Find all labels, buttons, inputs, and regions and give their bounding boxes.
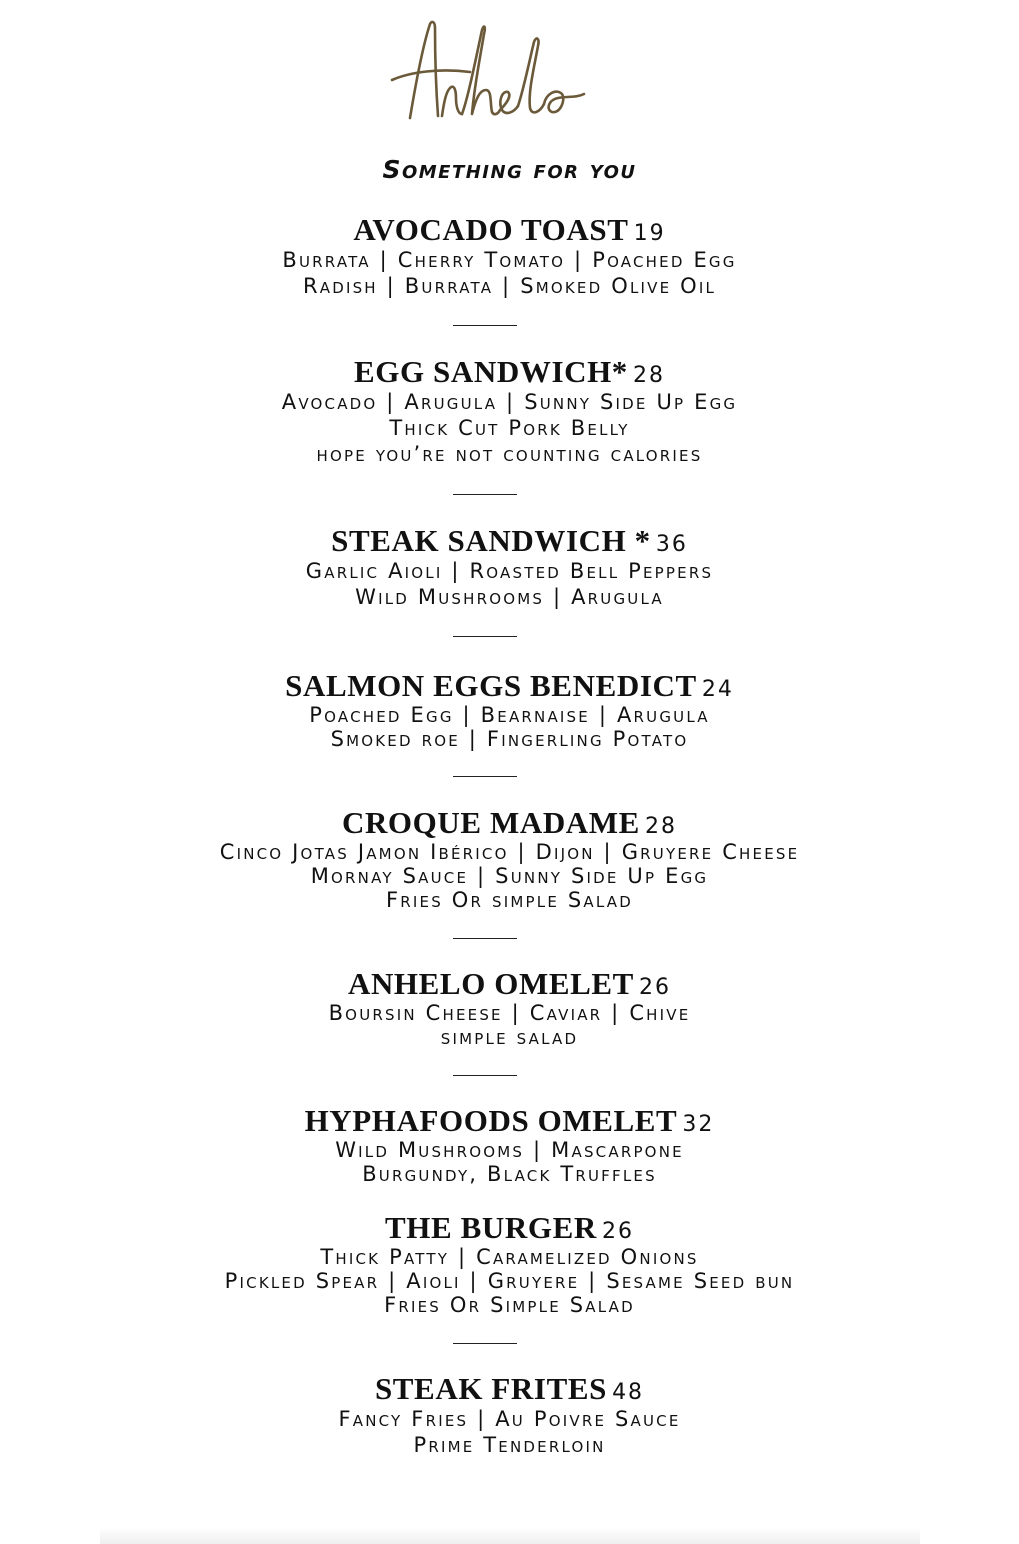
description-line: Burgundy, Black Truffles (362, 1162, 657, 1186)
section-divider (453, 636, 517, 637)
description-line: Pickled Spear | Aioli | Gruyere | Sesame Seed bun (224, 1269, 795, 1293)
section-divider (453, 1075, 517, 1076)
item-name: STEAK FRITES (374, 1371, 607, 1406)
item-description (0, 389, 1019, 467)
description-line: Boursin Cheese | Caviar | Chive (328, 1001, 691, 1025)
item-price: 48 (612, 1380, 645, 1405)
item-name: THE BURGER (385, 1210, 597, 1245)
description-line: Poached Egg | Bearnaise | Arugula (309, 703, 710, 727)
page-bottom-shadow (100, 1528, 920, 1544)
menu-item-steak-frites (0, 1372, 1019, 1458)
item-price: 19 (633, 221, 666, 246)
menu-item-the-burger (0, 1211, 1019, 1317)
menu-item-hyphafoods-omelet (0, 1104, 1019, 1186)
description-line: Fries Or Simple Salad (384, 1293, 635, 1317)
description-line: Radish | Burrata | Smoked Olive Oil (302, 274, 717, 298)
menu-item-salmon-eggs-benedict (0, 669, 1019, 751)
menu-item-steak-sandwich (0, 524, 1019, 610)
tagline: Something for you (382, 155, 637, 184)
description-line: Wild Mushrooms | Mascarpone (335, 1138, 684, 1162)
menu-item-egg-sandwich (0, 355, 1019, 467)
section-divider (453, 494, 517, 495)
item-description (0, 1406, 1019, 1458)
menu-item-anhelo-omelet (0, 967, 1019, 1049)
item-title (0, 355, 1019, 389)
item-price: 28 (633, 363, 665, 388)
section-divider (453, 938, 517, 939)
item-title (0, 1211, 1019, 1245)
menu-item-croque-madame (0, 806, 1019, 912)
item-title (0, 213, 1019, 247)
description-line: simple salad (440, 1025, 579, 1049)
item-name: HYPHAFOODS OMELET (304, 1103, 678, 1138)
item-description (0, 1138, 1019, 1186)
description-line: Cinco Jotas Jamon Ibérico | Dijon | Gruyere Cheese (219, 840, 800, 864)
item-name: STEAK SANDWICH * (331, 523, 651, 558)
description-line: Prime Tenderloin (413, 1433, 606, 1457)
description-line: Fries Or simple Salad (386, 888, 633, 912)
item-title (0, 806, 1019, 840)
menu-item-avocado-toast (0, 213, 1019, 299)
description-line: Thick Patty | Caramelized Onions (320, 1245, 699, 1269)
item-description (0, 703, 1019, 751)
item-description (0, 1001, 1019, 1049)
description-line: Wild Mushrooms | Arugula (355, 585, 664, 609)
item-name: CROQUE MADAME (341, 805, 640, 840)
description-line: Mornay Sauce | Sunny Side Up Egg (310, 864, 709, 888)
section-divider (453, 1343, 517, 1344)
description-line: Avocado | Arugula | Sunny Side Up Egg (281, 390, 738, 414)
anhelo-logo (380, 18, 600, 128)
item-price: 26 (601, 1219, 634, 1244)
section-divider (453, 776, 517, 777)
description-line: Fancy Fries | Au Poivre Sauce (338, 1407, 681, 1431)
item-price: 24 (701, 677, 734, 702)
item-title (0, 669, 1019, 703)
description-line: Thick Cut Pork Belly (389, 416, 630, 440)
item-name: EGG SANDWICH* (353, 354, 628, 389)
item-price: 28 (645, 814, 678, 839)
description-line: Burrata | Cherry Tomato | Poached Egg (282, 248, 737, 272)
item-name: ANHELO OMELET (347, 966, 634, 1001)
description-line: Garlic Aioli | Roasted Bell Peppers (305, 559, 714, 583)
item-description (0, 558, 1019, 610)
item-price: 36 (655, 532, 688, 557)
item-price: 32 (682, 1112, 715, 1137)
item-title (0, 1104, 1019, 1138)
description-line: hope you’re not counting calories (316, 442, 703, 466)
item-description (0, 247, 1019, 299)
item-description (0, 1245, 1019, 1317)
item-description (0, 840, 1019, 912)
item-price: 26 (639, 975, 672, 1000)
section-divider (453, 325, 517, 326)
item-title (0, 967, 1019, 1001)
item-name: AVOCADO TOAST (353, 212, 629, 247)
item-title (0, 524, 1019, 558)
item-name: SALMON EGGS BENEDICT (285, 668, 697, 703)
description-line: Smoked roe | Fingerling Potato (330, 727, 689, 751)
item-title (0, 1372, 1019, 1406)
